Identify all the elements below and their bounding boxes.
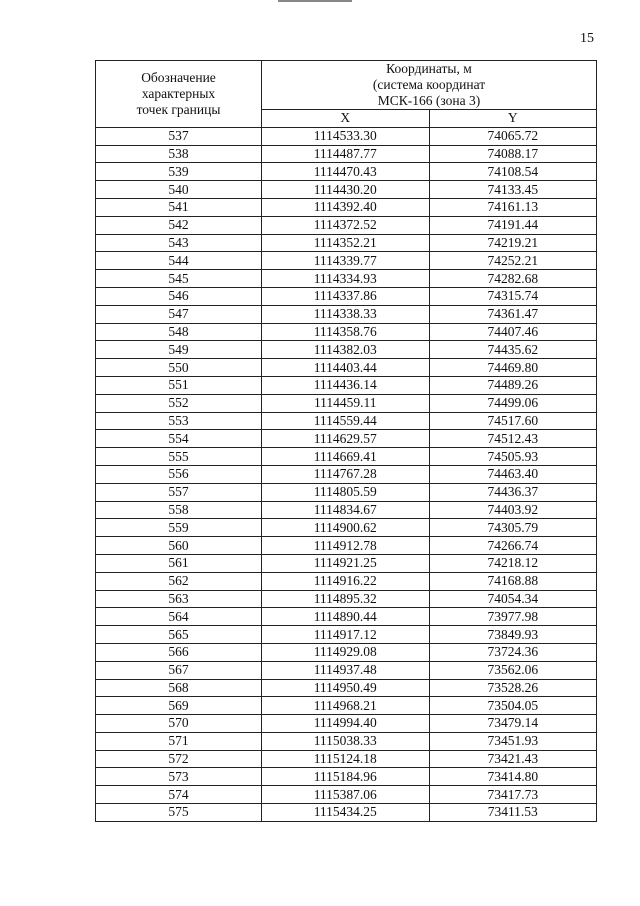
y-coordinate-cell: 73977.98	[429, 608, 597, 626]
y-coordinate-cell: 73849.93	[429, 626, 597, 644]
x-coordinate-cell: 1114352.21	[262, 234, 430, 252]
y-coordinate-cell: 74252.21	[429, 252, 597, 270]
point-id-cell: 543	[96, 234, 262, 252]
y-coordinate-cell: 74499.06	[429, 394, 597, 412]
table-row	[96, 465, 597, 483]
point-id-cell: 542	[96, 216, 262, 234]
point-id-cell: 546	[96, 287, 262, 305]
y-coordinate-cell: 73479.14	[429, 715, 597, 733]
y-coordinate-cell: 74168.88	[429, 572, 597, 590]
point-id-cell: 565	[96, 626, 262, 644]
table-row	[96, 626, 597, 644]
y-coordinate-cell: 74505.93	[429, 448, 597, 466]
table-row	[96, 430, 597, 448]
table-row	[96, 252, 597, 270]
top-divider-mark	[278, 0, 352, 2]
table-row	[96, 412, 597, 430]
table-row	[96, 786, 597, 804]
x-coordinate-cell: 1114890.44	[262, 608, 430, 626]
coords-header-line: МСК-166 (зона 3)	[377, 93, 481, 108]
x-coordinate-cell: 1115434.25	[262, 804, 430, 822]
table-row	[96, 359, 597, 377]
table-row	[96, 697, 597, 715]
y-coordinate-cell: 74315.74	[429, 287, 597, 305]
x-coordinate-cell: 1114900.62	[262, 519, 430, 537]
x-coordinate-cell: 1114533.30	[262, 127, 430, 145]
x-coordinate-cell: 1114916.22	[262, 572, 430, 590]
table-row	[96, 483, 597, 501]
x-coordinate-cell: 1114895.32	[262, 590, 430, 608]
y-coordinate-cell: 74282.68	[429, 270, 597, 288]
point-id-cell: 552	[96, 394, 262, 412]
x-coordinate-cell: 1114834.67	[262, 501, 430, 519]
x-coordinate-cell: 1114470.43	[262, 163, 430, 181]
point-id-cell: 551	[96, 376, 262, 394]
point-id-cell: 548	[96, 323, 262, 341]
point-id-cell: 555	[96, 448, 262, 466]
x-coordinate-cell: 1114629.57	[262, 430, 430, 448]
point-id-cell: 561	[96, 554, 262, 572]
x-coordinate-cell: 1114968.21	[262, 697, 430, 715]
x-coordinate-cell: 1114372.52	[262, 216, 430, 234]
point-header-line: точек границы	[136, 101, 221, 117]
point-id-cell: 547	[96, 305, 262, 323]
y-coordinate-cell: 74266.74	[429, 537, 597, 555]
y-coordinate-cell: 74517.60	[429, 412, 597, 430]
y-coordinate-cell: 73411.53	[429, 804, 597, 822]
table-row	[96, 323, 597, 341]
y-coordinate-cell: 74436.37	[429, 483, 597, 501]
point-id-cell: 564	[96, 608, 262, 626]
table-row	[96, 305, 597, 323]
table-row	[96, 715, 597, 733]
table-row	[96, 501, 597, 519]
y-coordinate-cell: 74219.21	[429, 234, 597, 252]
table-row	[96, 145, 597, 163]
x-coordinate-cell: 1114436.14	[262, 376, 430, 394]
point-id-cell: 550	[96, 359, 262, 377]
y-coordinate-cell: 74407.46	[429, 323, 597, 341]
x-coordinate-cell: 1114669.41	[262, 448, 430, 466]
coordinates-column-header	[262, 61, 597, 110]
point-id-cell: 567	[96, 661, 262, 679]
point-id-cell: 556	[96, 465, 262, 483]
x-coordinate-cell: 1114430.20	[262, 181, 430, 199]
x-coordinate-cell: 1114487.77	[262, 145, 430, 163]
point-id-cell: 560	[96, 537, 262, 555]
x-coordinate-cell: 1115387.06	[262, 786, 430, 804]
y-column-header: Y	[429, 110, 597, 128]
table-row	[96, 643, 597, 661]
point-id-cell: 573	[96, 768, 262, 786]
x-coordinate-cell: 1114994.40	[262, 715, 430, 733]
point-id-cell: 557	[96, 483, 262, 501]
point-id-cell: 566	[96, 643, 262, 661]
x-coordinate-cell: 1114912.78	[262, 537, 430, 555]
table-row	[96, 519, 597, 537]
point-id-cell: 574	[96, 786, 262, 804]
point-id-cell: 544	[96, 252, 262, 270]
point-header-line: Обозначение	[141, 69, 216, 85]
table-row	[96, 590, 597, 608]
point-column-header	[96, 61, 262, 128]
x-coordinate-cell: 1114337.86	[262, 287, 430, 305]
y-coordinate-cell: 73417.73	[429, 786, 597, 804]
table-row	[96, 537, 597, 555]
table-row	[96, 448, 597, 466]
point-id-cell: 563	[96, 590, 262, 608]
y-coordinate-cell: 74054.34	[429, 590, 597, 608]
x-coordinate-cell: 1114929.08	[262, 643, 430, 661]
y-coordinate-cell: 74218.12	[429, 554, 597, 572]
table-row	[96, 394, 597, 412]
x-coordinate-cell: 1114382.03	[262, 341, 430, 359]
table-row	[96, 554, 597, 572]
point-id-cell: 569	[96, 697, 262, 715]
x-coordinate-cell: 1114767.28	[262, 465, 430, 483]
table-row	[96, 341, 597, 359]
point-id-cell: 554	[96, 430, 262, 448]
y-coordinate-cell: 74161.13	[429, 198, 597, 216]
x-coordinate-cell: 1114358.76	[262, 323, 430, 341]
point-id-cell: 572	[96, 750, 262, 768]
point-id-cell: 537	[96, 127, 262, 145]
x-coordinate-cell: 1114403.44	[262, 359, 430, 377]
y-coordinate-cell: 74305.79	[429, 519, 597, 537]
coords-header-line: Координаты, м	[386, 61, 472, 76]
y-coordinate-cell: 73451.93	[429, 732, 597, 750]
table-row	[96, 376, 597, 394]
x-coordinate-cell: 1114334.93	[262, 270, 430, 288]
y-coordinate-cell: 73724.36	[429, 643, 597, 661]
table-row	[96, 750, 597, 768]
point-id-cell: 558	[96, 501, 262, 519]
point-id-cell: 575	[96, 804, 262, 822]
y-coordinate-cell: 73504.05	[429, 697, 597, 715]
point-id-cell: 570	[96, 715, 262, 733]
point-id-cell: 571	[96, 732, 262, 750]
point-id-cell: 549	[96, 341, 262, 359]
point-id-cell: 539	[96, 163, 262, 181]
y-coordinate-cell: 74463.40	[429, 465, 597, 483]
point-id-cell: 540	[96, 181, 262, 199]
y-coordinate-cell: 74065.72	[429, 127, 597, 145]
point-id-cell: 568	[96, 679, 262, 697]
point-id-cell: 538	[96, 145, 262, 163]
table-row	[96, 804, 597, 822]
table-body	[96, 127, 597, 821]
table-row	[96, 287, 597, 305]
table-row	[96, 163, 597, 181]
x-coordinate-cell: 1114950.49	[262, 679, 430, 697]
x-coordinate-cell: 1114338.33	[262, 305, 430, 323]
x-coordinate-cell: 1115038.33	[262, 732, 430, 750]
x-coordinate-cell: 1114339.77	[262, 252, 430, 270]
x-coordinate-cell: 1114805.59	[262, 483, 430, 501]
y-coordinate-cell: 74435.62	[429, 341, 597, 359]
table-row	[96, 608, 597, 626]
y-coordinate-cell: 73421.43	[429, 750, 597, 768]
y-coordinate-cell: 74088.17	[429, 145, 597, 163]
point-id-cell: 545	[96, 270, 262, 288]
table-row	[96, 127, 597, 145]
x-coordinate-cell: 1115184.96	[262, 768, 430, 786]
x-coordinate-cell: 1114459.11	[262, 394, 430, 412]
table-row	[96, 732, 597, 750]
x-coordinate-cell: 1114559.44	[262, 412, 430, 430]
table-row	[96, 234, 597, 252]
y-coordinate-cell: 74191.44	[429, 216, 597, 234]
y-coordinate-cell: 74469.80	[429, 359, 597, 377]
point-id-cell: 559	[96, 519, 262, 537]
table-row	[96, 181, 597, 199]
y-coordinate-cell: 74403.92	[429, 501, 597, 519]
y-coordinate-cell: 74108.54	[429, 163, 597, 181]
y-coordinate-cell: 73562.06	[429, 661, 597, 679]
table-row	[96, 572, 597, 590]
table-row	[96, 768, 597, 786]
table-row	[96, 679, 597, 697]
table-row	[96, 216, 597, 234]
x-column-header: X	[262, 110, 430, 128]
x-coordinate-cell: 1114917.12	[262, 626, 430, 644]
x-coordinate-cell: 1115124.18	[262, 750, 430, 768]
point-id-cell: 541	[96, 198, 262, 216]
point-header-line: характерных	[141, 85, 216, 101]
point-id-cell: 562	[96, 572, 262, 590]
x-coordinate-cell: 1114921.25	[262, 554, 430, 572]
x-coordinate-cell: 1114392.40	[262, 198, 430, 216]
y-coordinate-cell: 73414.80	[429, 768, 597, 786]
table-row	[96, 661, 597, 679]
y-coordinate-cell: 74512.43	[429, 430, 597, 448]
y-coordinate-cell: 74489.26	[429, 376, 597, 394]
page-number: 15	[580, 31, 594, 46]
point-id-cell: 553	[96, 412, 262, 430]
y-coordinate-cell: 73528.26	[429, 679, 597, 697]
y-coordinate-cell: 74361.47	[429, 305, 597, 323]
table-row	[96, 198, 597, 216]
table-row	[96, 270, 597, 288]
coordinates-table	[95, 60, 597, 822]
y-coordinate-cell: 74133.45	[429, 181, 597, 199]
coords-header-line: (система координат	[372, 77, 486, 92]
x-coordinate-cell: 1114937.48	[262, 661, 430, 679]
